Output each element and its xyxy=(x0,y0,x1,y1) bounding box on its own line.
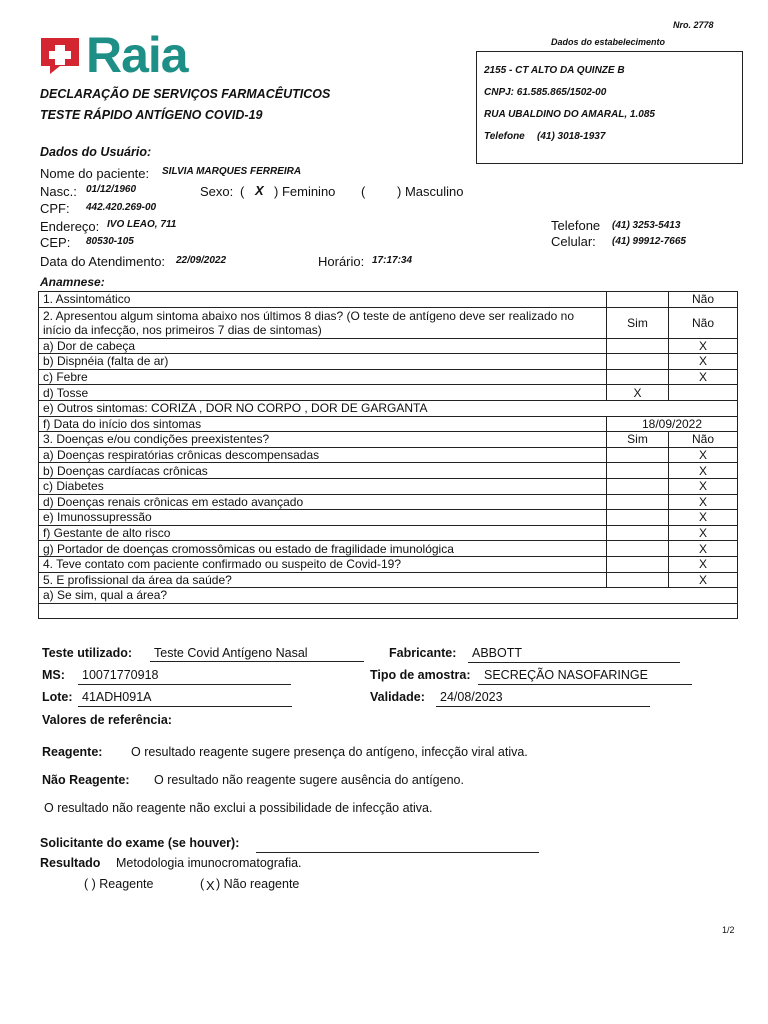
answer-yes xyxy=(607,541,669,557)
result-method: Metodologia imunocromatografia. xyxy=(116,856,302,870)
sex-female-open: ( xyxy=(240,184,245,199)
anamnese-row xyxy=(39,416,738,432)
answer-no: X xyxy=(669,510,738,526)
raia-logo xyxy=(38,27,218,83)
establishment-caption: Dados do estabelecimento xyxy=(551,37,666,47)
sample-label: Tipo de amostra: xyxy=(370,668,471,682)
anamnese-row xyxy=(39,478,738,494)
anamnese-row xyxy=(39,603,738,619)
answer-yes xyxy=(607,572,669,588)
establishment-phone: (41) 3018-1937 xyxy=(537,131,606,142)
phone-value: (41) 3253-5413 xyxy=(612,220,681,231)
ms-underline xyxy=(78,684,291,685)
establishment-address: RUA UBALDINO DO AMARAL, 1.085 xyxy=(484,109,655,120)
anamnese-row xyxy=(39,525,738,541)
anamnese-question: e) Outros sintomas: CORIZA , DOR NO CORPO , DOR DE GARGANTA xyxy=(39,400,738,416)
answer-no: X xyxy=(669,369,738,385)
anamnese-row xyxy=(39,338,738,354)
answer-no: X xyxy=(669,463,738,479)
requester-label: Solicitante do exame (se houver): xyxy=(40,836,240,850)
anamnese-question: d) Tosse xyxy=(39,385,607,401)
anamnese-question: a) Dor de cabeça xyxy=(39,338,607,354)
result-option-reagent: ( ) Reagente xyxy=(84,877,154,891)
sample-underline xyxy=(478,684,692,685)
sex-male-label: ) Masculino xyxy=(397,184,464,199)
test-used-underline xyxy=(150,661,364,662)
answer-no: Não xyxy=(669,292,738,308)
answer-no: X xyxy=(669,556,738,572)
answer-yes xyxy=(607,338,669,354)
non-reagent-text: O resultado não reagente sugere ausência do antígeno. xyxy=(154,773,464,787)
cell-label: Celular: xyxy=(551,234,596,249)
answer-no: X xyxy=(669,354,738,370)
answer-yes xyxy=(607,463,669,479)
non-reagent-label: Não Reagente: xyxy=(42,773,130,787)
anamnese-row xyxy=(39,354,738,370)
answer-no: X xyxy=(669,447,738,463)
anamnese-question: a) Doenças respiratórias crônicas descompensadas xyxy=(39,447,607,463)
anamnese-row xyxy=(39,463,738,479)
validity-value: 24/08/2023 xyxy=(440,690,503,704)
answer-no: X xyxy=(669,572,738,588)
validity-underline xyxy=(436,706,650,707)
cep-label: CEP: xyxy=(40,235,71,250)
anamnese-question: b) Doenças cardíacas crônicas xyxy=(39,463,607,479)
sex-male-open: ( xyxy=(361,184,366,199)
anamnese-row xyxy=(39,447,738,463)
anamnese-question: c) Febre xyxy=(39,369,607,385)
anamnese-row xyxy=(39,588,738,604)
non-reagent-note: O resultado não reagente não exclui a possibilidade de infecção ativa. xyxy=(44,801,433,815)
anamnese-row xyxy=(39,400,738,416)
result-option-non-reagent: ) Não reagente xyxy=(216,877,300,891)
anamnese-question: g) Portador de doenças cromossômicas ou estado de fragilidade imunológica xyxy=(39,541,607,557)
user-section-title: Dados do Usuário: xyxy=(40,145,152,159)
patient-name: SILVIA MARQUES FERREIRA xyxy=(162,166,302,177)
answer-no: X xyxy=(669,494,738,510)
answer-no: Não xyxy=(669,307,738,338)
anamnese-row xyxy=(39,556,738,572)
reagent-label: Reagente: xyxy=(42,745,103,759)
answer-yes: Sim xyxy=(607,432,669,448)
logo-wordmark: Raia xyxy=(86,27,188,83)
page-number: 1/2 xyxy=(722,925,735,935)
anamnese-question: a) Se sim, qual a área? xyxy=(39,588,738,604)
maker-underline xyxy=(468,662,680,663)
anamnese-table xyxy=(38,291,738,619)
anamnese-row xyxy=(39,510,738,526)
reagent-text: O resultado reagente sugere presença do antígeno, infecção viral ativa. xyxy=(131,745,528,759)
time-value: 17:17:34 xyxy=(372,255,413,266)
anamnese-row xyxy=(39,572,738,588)
establishment-phone-label: Telefone xyxy=(484,131,525,142)
answer-yes xyxy=(607,447,669,463)
anamnese-row xyxy=(39,432,738,448)
anamnese-question: e) Imunossupressão xyxy=(39,510,607,526)
answer-no xyxy=(669,385,738,401)
doc-subtitle: TESTE RÁPIDO ANTÍGENO COVID-19 xyxy=(40,108,263,122)
requester-underline xyxy=(256,852,539,853)
sample-value: SECREÇÃO NASOFARINGE xyxy=(484,668,648,682)
establishment-cnpj: CNPJ: 61.585.865/1502-00 xyxy=(484,87,607,98)
result-label: Resultado xyxy=(40,856,101,870)
establishment-name: 2155 - CT ALTO DA QUINZE B xyxy=(484,65,625,76)
anamnese-row xyxy=(39,307,738,338)
address-value: IVO LEAO, 711 xyxy=(107,219,177,230)
answer-no: X xyxy=(669,525,738,541)
answer-yes xyxy=(607,510,669,526)
answer-no: X xyxy=(669,478,738,494)
validity-label: Validade: xyxy=(370,690,425,704)
result-option-open: ( xyxy=(200,877,205,891)
anamnese-row xyxy=(39,385,738,401)
result-option-mark: X xyxy=(206,878,215,893)
anamnese-question xyxy=(39,603,738,619)
test-used-value: Teste Covid Antígeno Nasal xyxy=(154,646,308,660)
answer-yes xyxy=(607,525,669,541)
birth-label: Nasc.: xyxy=(40,184,77,199)
sex-female-mark: X xyxy=(255,183,264,198)
doc-title: DECLARAÇÃO DE SERVIÇOS FARMACÊUTICOS xyxy=(40,87,331,101)
anamnese-question: d) Doenças renais crônicas em estado avançado xyxy=(39,494,607,510)
cep-value: 80530-105 xyxy=(86,236,134,247)
test-used-label: Teste utilizado: xyxy=(42,646,133,660)
answer-yes xyxy=(607,494,669,510)
maker-label: Fabricante: xyxy=(389,646,457,660)
time-label: Horário: xyxy=(318,254,365,269)
anamnese-question: 4. Teve contato com paciente confirmado ou suspeito de Covid-19? xyxy=(39,556,607,572)
cpf-label: CPF: xyxy=(40,201,70,216)
answer-yes xyxy=(607,354,669,370)
document-number: Nro. 2778 xyxy=(673,20,714,30)
raia-cross-icon xyxy=(38,36,82,76)
anamnese-row xyxy=(39,292,738,308)
anamnese-row xyxy=(39,369,738,385)
answer-yes xyxy=(607,369,669,385)
anamnese-question: 1. Assintomático xyxy=(39,292,607,308)
anamnese-question: f) Data do início dos sintomas xyxy=(39,416,607,432)
maker-value: ABBOTT xyxy=(472,646,523,660)
lot-label: Lote: xyxy=(42,690,73,704)
ms-label: MS: xyxy=(42,668,65,682)
birth-date: 01/12/1960 xyxy=(86,184,137,195)
anamnese-question: b) Dispnéia (falta de ar) xyxy=(39,354,607,370)
answer-no: Não xyxy=(669,432,738,448)
ms-value: 10071770918 xyxy=(82,668,159,682)
answer-no: X xyxy=(669,541,738,557)
service-date-label: Data do Atendimento: xyxy=(40,254,166,269)
anamnese-row xyxy=(39,541,738,557)
sex-female-label: ) Feminino xyxy=(274,184,336,199)
answer-yes: X xyxy=(607,385,669,401)
anamnese-question: f) Gestante de alto risco xyxy=(39,525,607,541)
symptom-start-date: 18/09/2022 xyxy=(607,416,738,432)
anamnese-question: 5. E profissional da área da saúde? xyxy=(39,572,607,588)
service-date: 22/09/2022 xyxy=(176,255,227,266)
anamnese-question: 2. Apresentou algum sintoma abaixo nos últimos 8 dias? (O teste de antígeno deve ser realizado no início da infecção, nos primeiros 7 dias de sintomas) xyxy=(39,307,607,338)
reference-label: Valores de referência: xyxy=(42,713,172,727)
establishment-box xyxy=(476,51,743,164)
answer-yes: Sim xyxy=(607,307,669,338)
answer-yes xyxy=(607,292,669,308)
phone-label: Telefone xyxy=(551,218,601,233)
address-label: Endereço: xyxy=(40,219,100,234)
anamnese-title: Anamnese: xyxy=(40,275,105,289)
cell-value: (41) 99912-7665 xyxy=(612,236,686,247)
anamnese-question: 3. Doenças e/ou condições preexistentes? xyxy=(39,432,607,448)
lot-underline xyxy=(78,706,292,707)
answer-no: X xyxy=(669,338,738,354)
answer-yes xyxy=(607,556,669,572)
sex-label: Sexo: xyxy=(200,184,234,199)
anamnese-row xyxy=(39,494,738,510)
cpf-value: 442.420.269-00 xyxy=(86,202,157,213)
lot-value: 41ADH091A xyxy=(82,690,152,704)
anamnese-question: c) Diabetes xyxy=(39,478,607,494)
answer-yes xyxy=(607,478,669,494)
name-label: Nome do paciente: xyxy=(40,166,150,181)
